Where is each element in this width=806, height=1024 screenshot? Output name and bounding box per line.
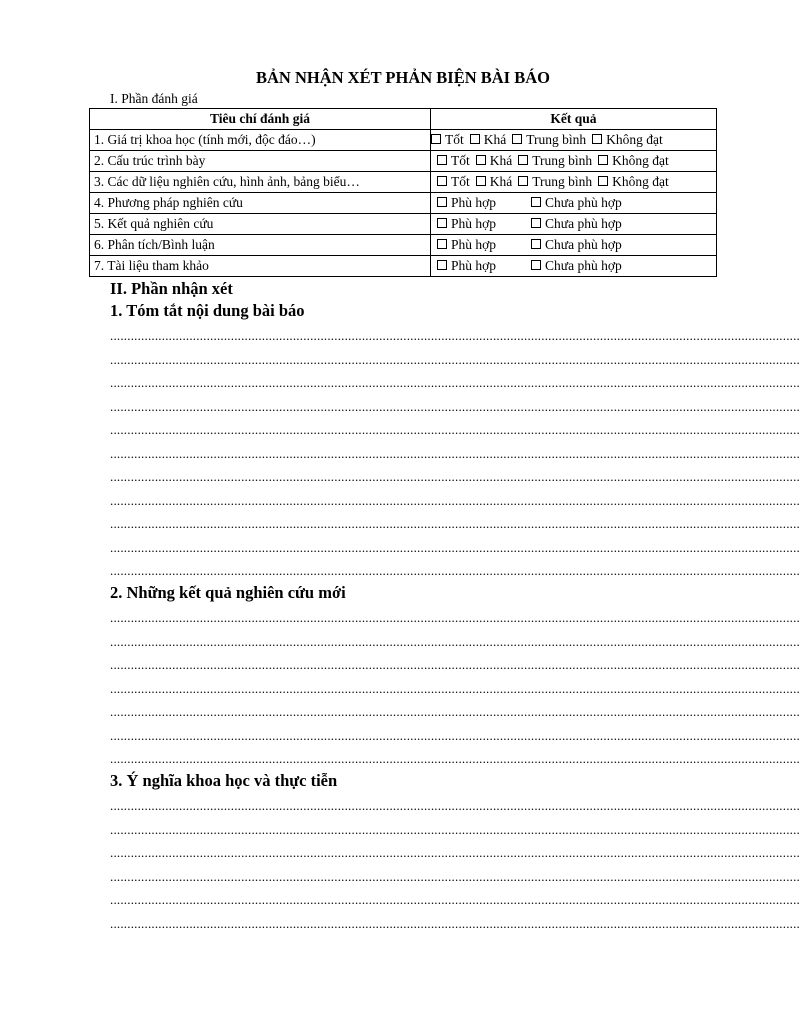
option-checkbox[interactable]	[518, 151, 592, 171]
answer-line[interactable]: ........................................................................................................................................................................................................	[110, 868, 800, 884]
criterion-label: 4. Phương pháp nghiên cứu	[90, 193, 431, 214]
option-label: Phù hợp	[451, 195, 497, 210]
option-label: Tốt	[445, 132, 464, 147]
option-label: Khá	[489, 174, 513, 189]
section-3-lines[interactable]	[110, 794, 800, 935]
answer-line[interactable]: ........................................................................................................................................................................................................	[110, 680, 800, 696]
result-options	[431, 235, 717, 256]
checkbox-icon[interactable]	[437, 239, 447, 249]
option-checkbox[interactable]	[531, 235, 622, 255]
criteria-column-header: Tiêu chí đánh giá	[90, 109, 431, 130]
option-checkbox[interactable]	[437, 235, 525, 255]
answer-line[interactable]: ........................................................................................................................................................................................................	[110, 469, 800, 484]
section-1-heading: 1. Tóm tắt nội dung bài báo	[110, 301, 305, 320]
answer-line[interactable]: ........................................................................................................................................................................................................	[110, 821, 800, 837]
option-checkbox[interactable]	[437, 151, 470, 171]
criterion-label: 7. Tài liệu tham khảo	[90, 256, 431, 277]
checkbox-icon[interactable]	[598, 176, 608, 186]
result-options	[431, 172, 717, 193]
table-row	[90, 214, 717, 235]
answer-line[interactable]: ........................................................................................................................................................................................................	[110, 539, 800, 555]
checkbox-icon[interactable]	[431, 134, 441, 144]
checkbox-icon[interactable]	[592, 134, 602, 144]
answer-line[interactable]: ........................................................................................................................................................................................................	[110, 492, 800, 508]
result-options	[431, 193, 717, 214]
answer-line[interactable]: ........................................................................................................................................................................................................	[110, 375, 800, 390]
table-row	[90, 130, 717, 151]
option-checkbox[interactable]	[437, 172, 470, 192]
table-row	[90, 172, 717, 193]
result-options	[431, 130, 717, 151]
option-label: Trung bình	[532, 174, 593, 189]
section-1-lines[interactable]	[110, 324, 800, 583]
criteria-table	[89, 108, 717, 277]
checkbox-icon[interactable]	[531, 197, 541, 207]
answer-line[interactable]: ........................................................................................................................................................................................................	[110, 422, 800, 437]
option-checkbox[interactable]	[531, 214, 622, 234]
option-checkbox[interactable]	[437, 193, 525, 213]
option-checkbox[interactable]	[476, 151, 513, 171]
checkbox-icon[interactable]	[598, 155, 608, 165]
checkbox-icon[interactable]	[437, 176, 447, 186]
criterion-label: 1. Giá trị khoa học (tính mới, độc đáo…)	[90, 130, 431, 151]
criterion-label: 6. Phân tích/Bình luận	[90, 235, 431, 256]
answer-line[interactable]: ........................................................................................................................................................................................................	[110, 798, 800, 813]
part1-heading: I. Phần đánh giá	[110, 91, 198, 106]
answer-line[interactable]: ........................................................................................................................................................................................................	[110, 445, 800, 461]
option-label: Chưa phù hợp	[545, 237, 622, 252]
checkbox-icon[interactable]	[437, 218, 447, 228]
answer-line[interactable]: ........................................................................................................................................................................................................	[110, 751, 800, 766]
option-checkbox[interactable]	[470, 130, 507, 150]
option-checkbox[interactable]	[531, 193, 622, 213]
answer-line[interactable]: ........................................................................................................................................................................................................	[110, 704, 800, 719]
answer-line[interactable]: ........................................................................................................................................................................................................	[110, 563, 800, 578]
option-label: Không đạt	[612, 174, 669, 189]
option-label: Khá	[483, 132, 507, 147]
option-checkbox[interactable]	[437, 256, 525, 276]
checkbox-icon[interactable]	[531, 260, 541, 270]
criterion-label: 5. Kết quả nghiên cứu	[90, 214, 431, 235]
option-checkbox[interactable]	[431, 130, 464, 150]
answer-line[interactable]: ........................................................................................................................................................................................................	[110, 328, 800, 343]
table-row	[90, 256, 717, 277]
criterion-label: 3. Các dữ liệu nghiên cứu, hình ảnh, bảng biểu…	[90, 172, 431, 193]
checkbox-icon[interactable]	[518, 176, 528, 186]
option-checkbox[interactable]	[531, 256, 622, 276]
answer-line[interactable]: ........................................................................................................................................................................................................	[110, 633, 800, 649]
checkbox-icon[interactable]	[437, 155, 447, 165]
option-checkbox[interactable]	[476, 172, 513, 192]
option-checkbox[interactable]	[512, 130, 586, 150]
section-3-heading: 3. Ý nghĩa khoa học và thực tiễn	[110, 771, 338, 790]
table-row	[90, 151, 717, 172]
option-label: Trung bình	[526, 132, 587, 147]
option-label: Tốt	[451, 174, 470, 189]
answer-line[interactable]: ........................................................................................................................................................................................................	[110, 915, 800, 931]
section-2-heading: 2. Những kết quả nghiên cứu mới	[110, 583, 346, 602]
form-title: BẢN NHẬN XÉT PHẢN BIỆN BÀI BÁO	[256, 68, 550, 87]
result-options	[431, 151, 717, 172]
checkbox-icon[interactable]	[437, 260, 447, 270]
option-checkbox[interactable]	[598, 151, 669, 171]
option-checkbox[interactable]	[592, 130, 663, 150]
answer-line[interactable]: ........................................................................................................................................................................................................	[110, 727, 800, 743]
checkbox-icon[interactable]	[476, 176, 486, 186]
option-label: Không đạt	[612, 153, 669, 168]
answer-line[interactable]: ........................................................................................................................................................................................................	[110, 892, 800, 907]
option-label: Chưa phù hợp	[545, 195, 622, 210]
option-label: Chưa phù hợp	[545, 258, 622, 273]
option-checkbox[interactable]	[598, 172, 669, 192]
answer-line[interactable]: ........................................................................................................................................................................................................	[110, 657, 800, 672]
option-label: Trung bình	[532, 153, 593, 168]
checkbox-icon[interactable]	[470, 134, 480, 144]
criterion-label: 2. Cấu trúc trình bày	[90, 151, 431, 172]
answer-line[interactable]: ........................................................................................................................................................................................................	[110, 351, 800, 367]
answer-line[interactable]: ........................................................................................................................................................................................................	[110, 398, 800, 414]
checkbox-icon[interactable]	[512, 134, 522, 144]
option-checkbox[interactable]	[437, 214, 525, 234]
result-options	[431, 214, 717, 235]
option-label: Phù hợp	[451, 237, 497, 252]
checkbox-icon[interactable]	[531, 239, 541, 249]
answer-line[interactable]: ........................................................................................................................................................................................................	[110, 610, 800, 625]
section-2-lines[interactable]	[110, 606, 800, 771]
option-label: Phù hợp	[451, 258, 497, 273]
checkbox-icon[interactable]	[476, 155, 486, 165]
checkbox-icon[interactable]	[531, 218, 541, 228]
answer-line[interactable]: ........................................................................................................................................................................................................	[110, 516, 800, 531]
part2-heading: II. Phần nhận xét	[110, 279, 233, 298]
option-label: Tốt	[451, 153, 470, 168]
table-row	[90, 235, 717, 256]
option-label: Phù hợp	[451, 216, 497, 231]
checkbox-icon[interactable]	[518, 155, 528, 165]
option-label: Chưa phù hợp	[545, 216, 622, 231]
option-label: Không đạt	[606, 132, 663, 147]
option-label: Khá	[489, 153, 513, 168]
checkbox-icon[interactable]	[437, 197, 447, 207]
option-checkbox[interactable]	[518, 172, 592, 192]
table-row	[90, 193, 717, 214]
result-options	[431, 256, 717, 277]
answer-line[interactable]: ........................................................................................................................................................................................................	[110, 845, 800, 860]
result-column-header: Kết quả	[431, 109, 717, 130]
